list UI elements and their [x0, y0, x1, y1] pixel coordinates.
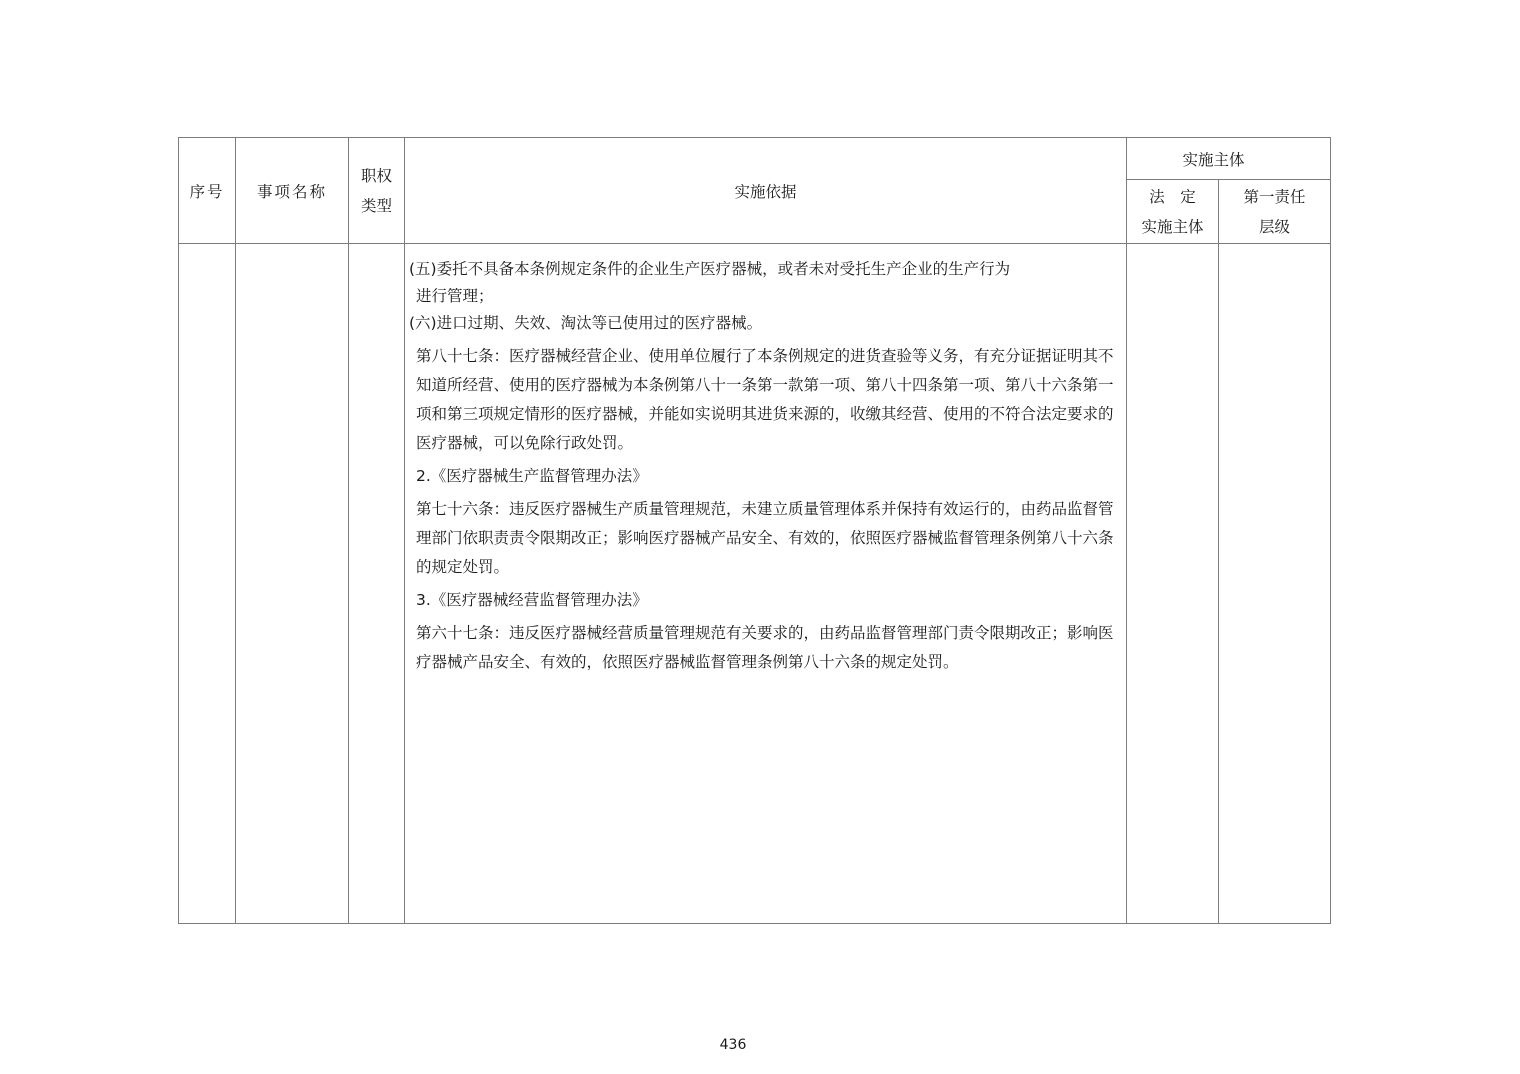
- cell-first-responsibility: [1219, 244, 1331, 924]
- authority-table: [178, 137, 1331, 924]
- cell-legal-subject: [1127, 244, 1219, 924]
- basis-paragraph: (五)委托不具备本条例规定条件的企业生产医疗器械，或者未对受托生产企业的生产行为: [409, 260, 1011, 278]
- page-number: 436: [719, 1037, 747, 1053]
- header-first-resp-line2: 层级: [1259, 217, 1291, 236]
- basis-paragraph: 第八十七条：医疗器械经营企业、使用单位履行了本条例规定的进货查验等义务，有充分证据证明其不知道所经营、使用的医疗器械为本条例第八十一条第一款第一项、第八十四条第一项、第八十六条第一项和第三项规定情形的医疗器械，并能如实说明其进货来源的，收缴其经营、使用的不符合法定要求的医疗器械，可以免除行政处罚。: [416, 347, 1114, 452]
- header-power-type-line1: 职权: [360, 166, 392, 185]
- basis-paragraph: 进行管理；: [416, 287, 494, 305]
- header-power-type-line2: 类型: [360, 196, 392, 215]
- cell-basis: [405, 244, 1127, 924]
- header-seq: 序号: [179, 138, 236, 244]
- header-first-responsibility: [1219, 180, 1331, 244]
- cell-item-name: [236, 244, 349, 924]
- basis-paragraph: (六)进口过期、失效、淘汰等已使用过的医疗器械。: [409, 314, 763, 332]
- header-item-name: 事项名称: [236, 138, 349, 244]
- header-legal-subject: [1127, 180, 1219, 244]
- cell-seq: [179, 244, 236, 924]
- table-row: [179, 244, 1331, 924]
- header-basis: 实施依据: [405, 138, 1127, 244]
- header-legal-subject-line2: 实施主体: [1141, 217, 1204, 236]
- basis-paragraph: 第七十六条：违反医疗器械生产质量管理规范，未建立质量管理体系并保持有效运行的，由药品监督管理部门依职责责令限期改正；影响医疗器械产品安全、有效的，依照医疗器械监督管理条例第八十六条的规定处罚。: [416, 500, 1114, 576]
- basis-paragraph: 3.《医疗器械经营监督管理办法》: [416, 591, 648, 609]
- header-power-type: [349, 138, 405, 244]
- header-row-1: [179, 138, 1331, 180]
- cell-power-type: [349, 244, 405, 924]
- basis-paragraph: 第六十七条：违反医疗器械经营质量管理规范有关要求的，由药品监督管理部门责令限期改正；影响医疗器械产品安全、有效的，依照医疗器械监督管理条例第八十六条的规定处罚。: [416, 624, 1114, 671]
- header-subject-group: 实施主体: [1127, 138, 1331, 180]
- header-legal-subject-line1: 法 定: [1149, 187, 1196, 206]
- header-first-resp-line1: 第一责任: [1243, 187, 1306, 206]
- basis-paragraph: 2.《医疗器械生产监督管理办法》: [416, 467, 648, 485]
